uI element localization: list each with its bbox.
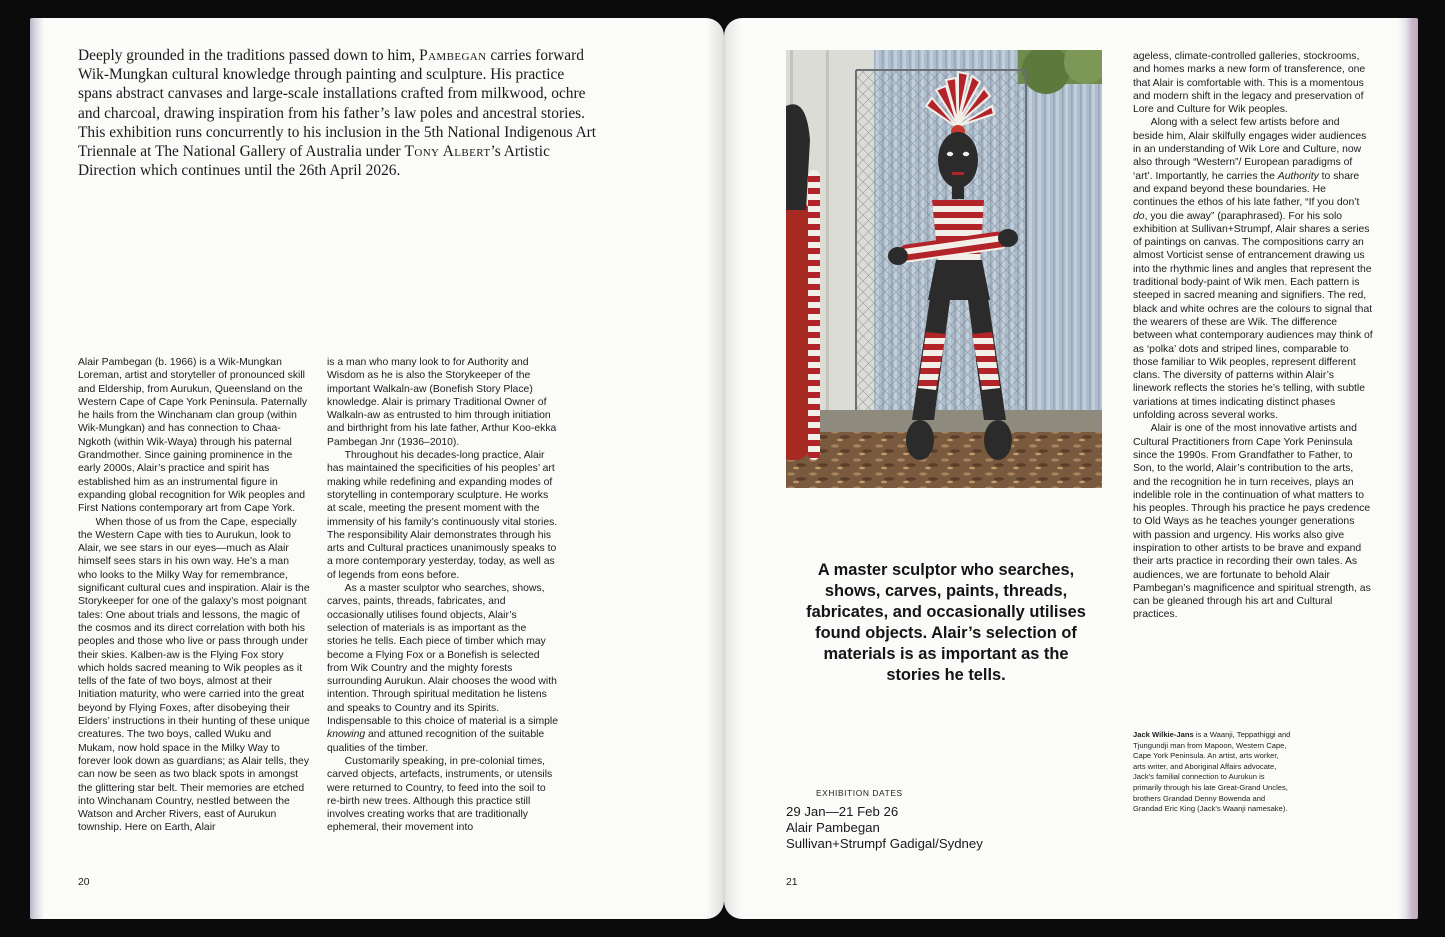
author-name: Jack Wilkie-Jans <box>1133 730 1194 739</box>
paragraph: When those of us from the Cape, especially the Western Cape with ties to Aurukun, look to Alair, we see stars in our eyes—much as Alair himself sees stars in his own way. He’s a man who looks to the Milky Way for remembrance, significant cultural cues and inspiration. Alair is the Storykeeper for one of the galaxy’s most poignant tales: One about trials and lessons, the magic of the cosmos and its direct correlation with both his peoples and those who live or pass through under their skies. Kalben-aw is the Flying Fox story which holds sacred meaning to Wik peoples as it tells of the fate of two boys, almost at their Initiation maturity, who were carried into the great beyond by Flying Foxes, after disobeying their Elders’ instructions in their hunting of these unique creatures. The two boys, called Wuku and Mukam, now hold space in the Milky Way to forever look down as guardians; as Alair tells, they can now be seen as two black spots in amongst the glittering star belt. Their memories are etched into Winchanam Country, nestled between the Watson and Archer Rivers, east of Aurukun township. Here on Earth, Alair <box>78 516 310 834</box>
page-number-left: 20 <box>78 877 90 888</box>
right-page <box>724 18 1418 919</box>
intro-paragraph: Deeply grounded in the traditions passed down to him, Pambegan carries forward Wik-Mungkan cultural knowledge through painting and sculpture. His practice spans abstract canvases and large-scale installations crafted from milkwood, ochre and charcoal, drawing inspiration from his father’s law poles and ancestral stories. This exhibition runs concurrently to his inclusion in the 5th National Indigenous Art Triennale at The National Gallery of Australia under Tony Albert’s Artistic Direction which continues until the 26th April 2026. <box>78 47 597 180</box>
paragraph: Throughout his decades-long practice, Alair has maintained the specificities of his peoples’ art making while redefining and expanding modes of storytelling in contemporary sculpture. He works at scale, meeting the present moment with the immensity of his family’s continuously vital stories. The responsibility Alair demonstrates through his arts and Cultural practices unanimously speaks to a more contemporary yesterday, today, as well as of legends from eons before. <box>327 450 558 581</box>
director-name-smallcaps: Tony Albert <box>404 143 491 161</box>
paragraph: Alair Pambegan (b. 1966) is a Wik-Mungkan Loreman, artist and storyteller of pronounced skill and Eldership, from Aurukun, Queensland on the Western Cape of Cape York Peninsula. Paternally he hails from the Winchanam clan group (within Wik-Mungkan) and has connection to Chaa-Ngkoth (within Wik-Waya) through his paternal Grandmother. Since gaining prominence in the early 2000s, Alair’s practice and spirit has established him as an instrumental figure in expanding global recognition for Wik peoples and First Nations contemporary art from Cape York. <box>78 357 308 515</box>
exhibition-dates-label: EXHIBITION DATES <box>816 788 903 798</box>
artist-name-smallcaps: Pambegan <box>419 47 487 64</box>
paragraph: ageless, climate-controlled galleries, stockrooms, and homes marks a new form of transference, one that Alair is comfortable with. This is a momentous and modern shift in the legacy and preservation of Lore and Culture for Wik peoples. <box>1133 51 1366 116</box>
body-column-3 <box>1133 50 1373 622</box>
paragraph: Alair is one of the most innovative artists and Cultural Practitioners from Cape York Peninsula since the 1990s. From Grandfather to Father, to Son, to the world, Alair’s contribution to the arts, and the recognition he in turn receives, plays an indelible role in the continuation of what matters to his peoples. Through his practice he pays credence to Old Ways as he teaches younger generations with passion and urgency. His works also give inspiration to other artists to be brave and expand their arts practice in recording their own tales. As audiences, we are fortunate to behold Alair Pambegan’s magnificence and spiritual strength, as can be gleaned through his art and Cultural practices. <box>1133 423 1371 621</box>
paragraph: Customarily speaking, in pre-colonial times, carved objects, artefacts, instruments, or utensils were returned to Country, to feed into the soil to re-birth new trees. Although this practice still involves creating works that are traditionally ephemeral, their movement into <box>327 755 553 834</box>
left-page <box>30 18 724 919</box>
body-column-1 <box>78 356 310 835</box>
author-bio: Jack Wilkie-Jans is a Waanji, Teppathiggi and Tjungundji man from Mapoon, Western Cape, Cape York Peninsula. An artist, arts worker, arts writer, and Aboriginal Affairs advocate, Jack’s familial connection to Aurukun is primarily through his late Great-Grand Uncles, brothers Grandad Denny Bowenda and Grandad Eric King (Jack’s Waanji namesake). <box>1133 730 1291 814</box>
body-column-2 <box>327 356 559 835</box>
exhibition-dates: 29 Jan—21 Feb 26 <box>786 804 899 819</box>
paragraph: is a man who many look to for Authority and Wisdom as he is also the Storykeeper of the important Walkaln-aw (Bonefish Story Place) knowledge. Alair is primary Traditional Owner of Walkaln-aw as entrusted to him through initiation and birthright from his late father, Arthur Koo-ekka Pambegan Jnr (1936–2010). <box>327 357 557 448</box>
paragraph: As a master sculptor who searches, shows, carves, paints, threads, fabricates, and occasionally utilises found objects, Alair’s selection of materials is as important as the stories he tells. Each piece of timber which may become a Flying Fox or a Bonefish is selected from Wik Country and the mighty forests surrounding Aurukun. Alair chooses the wood with intention. Through spiritual meditation he listens and speaks to Country and its Spirits. Indispensable to this choice of material is a simple knowing and attuned recognition of the suitable qualities of the timber. <box>327 583 559 754</box>
pull-quote: A master sculptor who searches, shows, carves, paints, threads, fabricates, and occasionally utilises found objects. Alair’s selection of materials is as important as the stories he tells. <box>806 561 1086 684</box>
sculpture-photo <box>786 50 1102 488</box>
page-number-right: 21 <box>786 877 798 888</box>
exhibition-venue: Sullivan+Strumpf Gadigal/Sydney <box>786 836 983 851</box>
exhibition-artist: Alair Pambegan <box>786 820 880 835</box>
paragraph: Along with a select few artists before and beside him, Alair skilfully engages wider audiences in an understanding of Wik Lore and Culture, now also through “Western”/ European paradigms of ‘art’. Importantly, he carries the Authority to share and expand beyond these boundaries. He continues the ethos of his late father, “If you don’t do, you die away” (paraphrased). For his solo exhibition at Sullivan+Strumpf, Alair shares a series of paintings on canvas. The compositions carry an almost Vorticist sense of entrancement drawing us into the rhythmic lines and angles that represent the traditional body-paint of Wik men. Each pattern is steeped in sacred meaning and signifiers. The red, black and white ochres are the colours to signal that the wearers of these are Wik. The difference between what contemporary audiences may think of as ‘polka’ dots and striped lines, comparable to those familiar to Wik peoples, represent different clans. The diversity of patterns within Alair’s linework reflects the stories he’s telling, with subtle variations at times indicating distinct phases unfolding across several works. <box>1133 117 1373 422</box>
